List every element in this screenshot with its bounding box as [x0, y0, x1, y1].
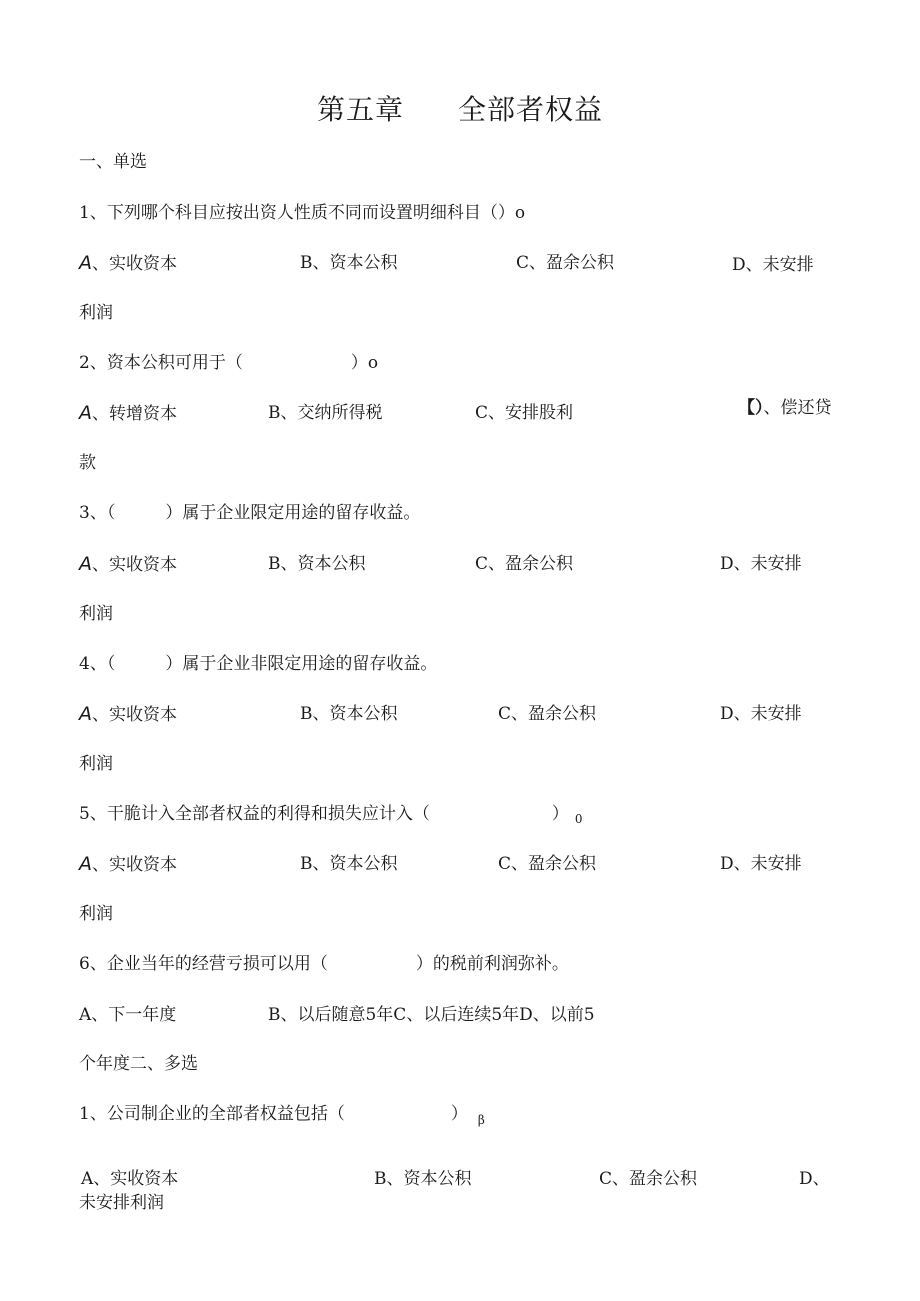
question-5-stem: 5、干脆计入全部者权益的利得和损失应计入（ ） $_0$	[79, 804, 583, 826]
question-4-option-d-wrap: 利润	[79, 754, 113, 774]
multi-question-1-option-c: C、盈余公积	[599, 1169, 698, 1189]
multi-question-1-stem: 1、公司制企业的全部者权益包括（ ） $_\beta$	[79, 1104, 485, 1127]
question-2-option-d: 【）、偿还贷	[738, 398, 832, 418]
question-6-option-a: A、下一年度	[79, 1005, 177, 1025]
question-2-stem: 2、资本公积可用于（ ）o	[79, 353, 379, 373]
question-5-option-b: B、资本公积	[300, 854, 398, 874]
question-1-stem: 1、下列哪个科目应按出资人性质不同而设置明细科目（）o	[79, 203, 526, 223]
question-4-option-c: C、盈余公积	[498, 704, 597, 724]
question-4-option-b: B、资本公积	[300, 704, 398, 724]
multi-question-1-option-d: D、	[799, 1169, 830, 1189]
question-2-option-a: A、转增资本	[79, 402, 177, 424]
question-5-option-c: C、盈余公积	[498, 854, 597, 874]
question-2-option-d-wrap: 款	[79, 453, 96, 473]
chapter-title	[0, 90, 920, 130]
question-5-option-d: D、未安排	[720, 854, 802, 874]
question-2-option-b: B、交纳所得税	[268, 403, 383, 423]
question-3-stem: 3、（ ）属于企业限定用途的留存收益。	[79, 503, 421, 523]
question-6-options-bcd: B、以后随意5年C、以后连续5年D、以前5	[268, 1005, 595, 1025]
multi-question-1-option-a: A、实收资本	[81, 1169, 179, 1189]
question-4-stem: 4、（ ）属于企业非限定用途的留存收益。	[79, 654, 438, 674]
question-3-option-d-wrap: 利润	[79, 604, 113, 624]
question-3-option-a: A、实收资本	[79, 553, 177, 575]
multi-question-1-option-b: B、资本公积	[374, 1169, 472, 1189]
question-3-option-b: B、资本公积	[268, 554, 366, 574]
multi-question-1-option-d-wrap: 未安排利润	[79, 1193, 164, 1213]
question-1-option-a: A、实收资本	[79, 252, 177, 274]
question-3-option-c: C、盈余公积	[475, 554, 574, 574]
question-6-wrap-and-section-multi: 个年度二、多选	[79, 1054, 198, 1074]
question-1-option-d: D、未安排	[732, 255, 814, 275]
question-5-option-a: A、实收资本	[79, 853, 177, 875]
section-heading-single: 一、单选	[79, 152, 147, 172]
question-5-option-d-wrap: 利润	[79, 904, 113, 924]
question-3-option-d: D、未安排	[720, 554, 802, 574]
question-1-option-d-wrap: 利润	[79, 303, 113, 323]
chapter-number: 第五章	[316, 93, 404, 126]
question-2-option-c: C、安排股利	[475, 403, 574, 423]
question-4-option-d: D、未安排	[720, 704, 802, 724]
question-1-option-c: C、盈余公积	[516, 253, 615, 273]
question-1-option-b: B、资本公积	[300, 253, 398, 273]
question-4-option-a: A、实收资本	[79, 703, 177, 725]
chapter-name: 全部者权益	[458, 93, 604, 126]
question-6-stem: 6、企业当年的经营亏损可以用（ ）的税前利润弥补。	[79, 954, 569, 974]
